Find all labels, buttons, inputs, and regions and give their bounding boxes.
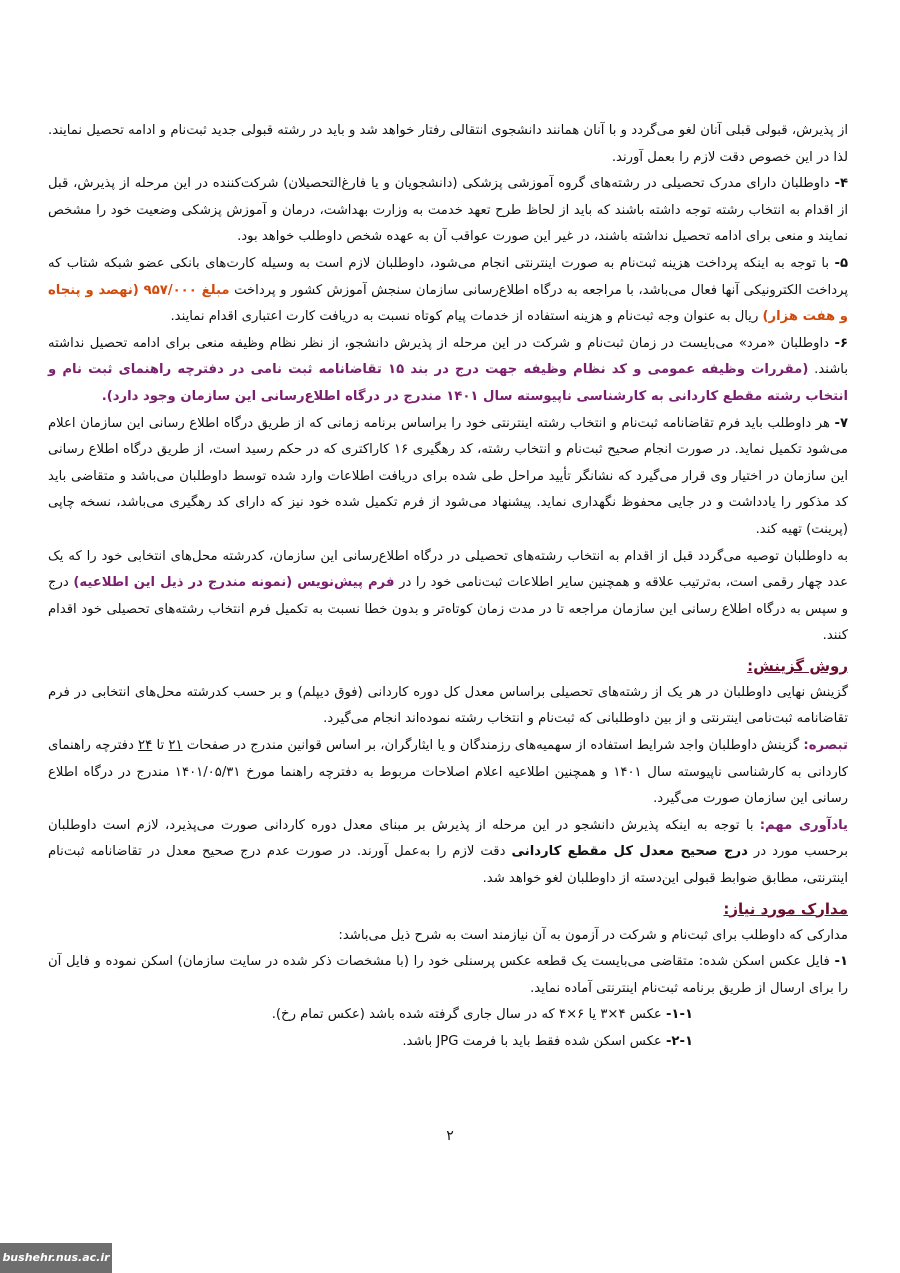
selection-heading: روش گزینش: xyxy=(747,656,848,675)
item-7-number: ۷- xyxy=(834,415,848,431)
item-4: ۴- داوطلبان دارای مدرک تحصیلی در رشته‌های گروه آموزشی پزشکی (دانشجویان و یا فارغ‌التحصیلان) شرکت‌کننده در این مرحله از پذیرش، قبل از اقدام به انتخاب رشته توجه داشته باشند که باید از لحاظ طرح تعهد خدمت به وزارت بهداشت، درمان و آموزش پزشکی وضعیت خود را مشخص نمایند و منعی برای ادامه تحصیل نداشته باشند، در غیر این صورت عواقب آن به عهده شخص داوطلب خواهد بود. xyxy=(48,176,848,245)
document-body xyxy=(48,118,848,1056)
document-item-1-1: ۱-۱- عکس ۴×۳ یا ۶×۴ که در سال جاری گرفته شده باشد (عکس تمام رخ). xyxy=(271,1007,693,1023)
document-item-1-2: ۲-۱- عکس اسکن شده فقط باید با فرمت JPG باشد. xyxy=(402,1034,693,1049)
page-ref-b: ۲۴ xyxy=(138,738,153,754)
note-label: تبصره: xyxy=(803,738,849,754)
item-5-number: ۵- xyxy=(834,255,848,271)
intro-paragraph: از پذیرش، قبولی قبلی آنان لغو می‌گردد و با آنان همانند دانشجوی انتقالی رفتار خواهد شد و باید در رشته قبولی جدید ثبت‌نام و ادامه تحصیل نمایند. لذا در این خصوص دقت لازم را بعمل آورند. xyxy=(48,123,848,165)
fee-amount: مبلغ ۹۵۷/۰۰۰ (نهصد و پنجاه و هفت هزار) xyxy=(48,282,848,325)
item-6-number: ۶- xyxy=(834,335,848,351)
selection-note: تبصره: گزینش داوطلبان واجد شرایط استفاده از سهمیه‌های رزمندگان و یا ایثارگران، بر اساس قوانین مندرج در صفحات ۲۱ تا ۲۴ دفترچه راهنمای کاردانی به کارشناسی ناپیوسته سال ۱۴۰۱ و همچنین اطلاعیه اعلام اصلاحات مربوط به دفترچه راهنما مورخ ۱۴۰۱/۰۵/۳۱ مندرج در درگاه اطلاع رسانی این سازمان صورت می‌گیرد. xyxy=(48,738,849,807)
selection-paragraph: گزینش نهایی داوطلبان در هر یک از رشته‌های تحصیلی براساس معدل کل دوره کاردانی (فوق دیپلم) و بر حسب کدرشته محل‌های انتخابی در فرم تقاضانامه ثبت‌نامی اینترنتی و از بین داوطلبانی که ثبت‌نام و انتخاب رشته نموده‌اند انجام می‌گیرد. xyxy=(48,684,848,727)
page-ref-a: ۲۱ xyxy=(168,738,183,754)
gpa-emphasis: درج صحیح معدل کل مقطع کاردانی xyxy=(511,844,748,860)
military-note: (مقررات وظیفه عمومی و کد نظام وظیفه جهت درج در بند ۱۵ تقاضانامه ثبت نامی در دفترچه راهنمای ثبت نام و انتخاب رشته مقطع کاردانی به کارشناسی ناپیوسته سال ۱۴۰۱ مندرج در درگاه اطلاع‌رسانی این سازمان وجود دارد). xyxy=(48,362,848,404)
documents-heading: مدارک مورد نیاز: xyxy=(723,899,848,918)
reminder-label: یادآوری مهم: xyxy=(759,817,848,833)
item-4-number: ۴- xyxy=(834,176,848,192)
document-item-1: ۱- فایل عکس اسکن شده: متقاضی می‌بایست یک قطعه عکس پرسنلی خود را (با مشخصات ذکر شده در سایت سازمان) اسکن نموده و فایل آن را برای ارسال از طریق برنامه ثبت‌نام اینترنتی آماده نماید. xyxy=(48,954,848,996)
site-url-badge: bushehr.nus.ac.ir xyxy=(0,1243,112,1273)
documents-intro: مدارکی که داوطلب برای ثبت‌نام و شرکت در آزمون به آن نیازمند است به شرح ذیل می‌باشد: xyxy=(338,927,848,943)
draft-form-advice: به داوطلبان توصیه می‌گردد قبل از اقدام به انتخاب رشته‌های تحصیلی در درگاه اطلاع‌رسانی این سازمان، کدرشته محل‌های انتخابی خود را که یک عدد چهار رقمی است، به‌ترتیب علاقه و همچنین سایر اطلاعات ثبت‌نامی خود را در فرم پیش‌نویس (نمونه مندرج در ذیل این اطلاعیه) درج و سپس به درگاه اطلاع رسانی این سازمان مراجعه تا در مدت زمان کوتاه‌تر و بدون خطا نسبت به تکمیل فرم انتخاب رشته‌های تحصیلی خود اقدام کنند. xyxy=(48,548,849,644)
important-reminder: یادآوری مهم: با توجه به اینکه پذیرش دانشجو در این مرحله از پذیرش بر مبنای معدل دوره کاردانی صورت می‌پذیرد، لازم است داوطلبان برحسب مورد در درج صحیح معدل کل مقطع کاردانی دقت لازم را به‌عمل آورند. در صورت عدم درج صحیح معدل در تقاضانامه ثبت‌نام اینترنتی، مطابق ضوابط قبولی این‌دسته از داوطلبان لغو خواهد شد. xyxy=(48,817,848,887)
item-5: ۵- با توجه به اینکه پرداخت هزینه ثبت‌نام به صورت اینترنتی انجام می‌شود، داوطلبان لازم است به وسیله کارت‌های بانکی عضو شبکه شتاب که پرداخت الکترونیکی آنها فعال می‌باشد، با مراجعه به درگاه اطلاع‌رسانی سازمان سنجش آموزش کشور و پرداخت مبلغ ۹۵۷/۰۰۰ (نهصد و پنجاه و هفت هزار) ریال به عنوان وجه ثبت‌نام و هزینه استفاده از خدمات پیام کوتاه نسبت به دریافت کارت اعتباری اقدام نمایند. xyxy=(48,255,849,325)
item-7: ۷- هر داوطلب باید فرم تقاضانامه ثبت‌نام و انتخاب رشته اینترنتی خود را براساس برنامه زمانی که از طریق درگاه اطلاع رسانی این سازمان اعلام می‌شود تکمیل نماید. در صورت انجام صحیح ثبت‌نام و انتخاب رشته، کد رهگیری ۱۶ کاراکتری که در حکم رسید است، از طریق درگاه اطلاع رسانی این سازمان در اختیار وی قرار می‌گیرد که نشانگر تأیید مراحل طی شده برای دریافت اطلاعات وارد شده توسط داوطلبان می‌باشد و متقاضی باید کد مذکور را یادداشت و در جایی محفوظ نگهداری نماید. پیشنهاد می‌شود از فرم تکمیل شده خود نیز که دارای کد رهگیری می‌باشد، نسخه چاپی (پرینت) تهیه کند. xyxy=(48,415,848,537)
page-number: ۲ xyxy=(446,1128,454,1144)
item-6: ۶- داوطلبان «مرد» می‌بایست در زمان ثبت‌نام و شرکت در این مرحله از پذیرش دانشجو، از نظر نظام وظیفه منعی برای ادامه تحصیل نداشته باشند. (مقررات وظیفه عمومی و کد نظام وظیفه جهت درج در بند ۱۵ تقاضانامه ثبت نامی در دفترچه راهنمای ثبت نام و انتخاب رشته مقطع کاردانی به کارشناسی ناپیوسته سال ۱۴۰۱ مندرج در درگاه اطلاع‌رسانی این سازمان وجود دارد). xyxy=(48,335,848,404)
draft-form-highlight: فرم پیش‌نویس (نمونه مندرج در ذیل این اطلاعیه) xyxy=(73,575,395,591)
